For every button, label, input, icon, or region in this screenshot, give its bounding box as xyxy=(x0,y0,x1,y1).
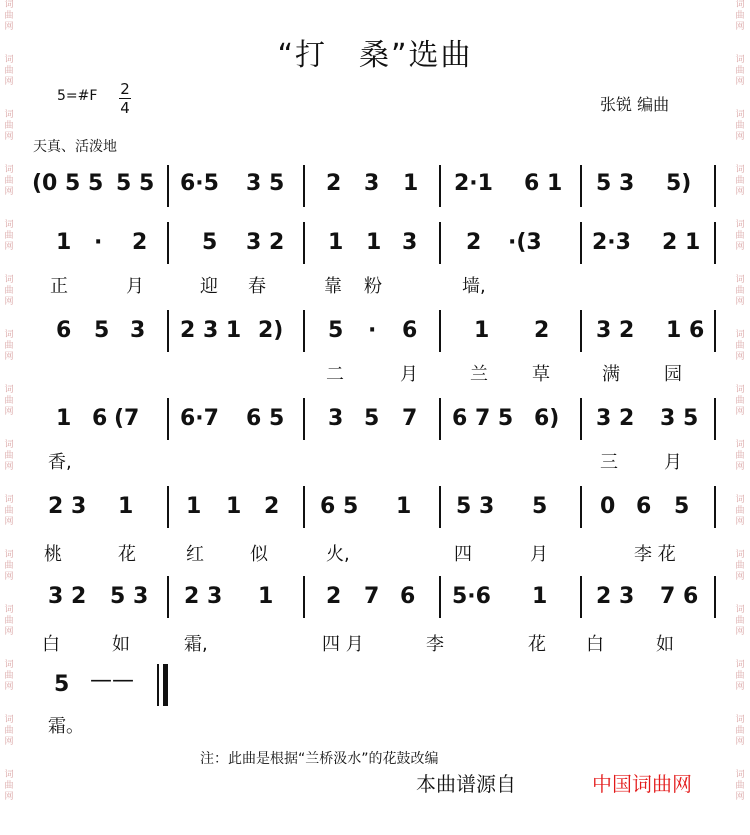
note-group: 2·3 xyxy=(592,230,631,255)
watermark-glyph: 网 xyxy=(4,77,14,87)
lyric: 兰 xyxy=(470,364,488,385)
watermark-glyph: 词 xyxy=(735,770,745,780)
watermark-glyph: 网 xyxy=(4,792,14,802)
note-group: 1 xyxy=(396,494,412,519)
watermark-glyph: 曲 xyxy=(735,671,745,681)
watermark-glyph: 网 xyxy=(735,627,745,637)
note-group: 5 5 xyxy=(116,171,155,196)
tempo-marking: 天真、活泼地 xyxy=(33,139,117,155)
note-group: 1 xyxy=(258,584,274,609)
note-group: 3 xyxy=(328,406,344,431)
lyric: 火, xyxy=(326,544,350,565)
note-group: 2 xyxy=(326,171,342,196)
note-group: 5 xyxy=(674,494,690,519)
watermark-glyph: 网 xyxy=(735,352,745,362)
score-row-7 xyxy=(30,664,720,744)
note-group: 3 xyxy=(130,318,146,343)
note-group: 1 xyxy=(226,494,242,519)
note-group: 6 7 5 xyxy=(452,406,514,431)
watermark-glyph: 网 xyxy=(4,462,14,472)
lyric: 满 xyxy=(602,364,620,385)
watermark-glyph: 曲 xyxy=(735,341,745,351)
lyric: 李 xyxy=(426,634,444,655)
note-group: 1 xyxy=(474,318,490,343)
note-group: 3 2 xyxy=(48,584,87,609)
watermark-glyph: 网 xyxy=(4,242,14,252)
note-group: · xyxy=(368,318,377,343)
watermark-glyph: 网 xyxy=(4,407,14,417)
watermark-glyph: 曲 xyxy=(735,781,745,791)
note-group: 5 xyxy=(328,318,344,343)
note-group: 3 xyxy=(364,171,380,196)
lyric: 香, xyxy=(48,452,72,473)
watermark-glyph: 曲 xyxy=(4,121,14,131)
lyric: 二 xyxy=(326,364,344,385)
meter-top: 2 xyxy=(120,80,130,98)
score-row-2 xyxy=(30,222,720,302)
watermark-glyph: 曲 xyxy=(4,11,14,21)
watermark-glyph: 网 xyxy=(4,627,14,637)
watermark-glyph: 曲 xyxy=(4,176,14,186)
watermark-glyph: 网 xyxy=(735,297,745,307)
watermark-glyph: 曲 xyxy=(735,506,745,516)
note-group: 2 3 1 xyxy=(180,318,242,343)
note-group: 3 2 xyxy=(596,406,635,431)
note-group: 6 xyxy=(400,584,416,609)
note-group: 3 5 xyxy=(660,406,699,431)
note-group: 6 xyxy=(636,494,652,519)
lyric: 草 xyxy=(532,364,550,385)
watermark-glyph: 词 xyxy=(735,220,745,230)
watermark-glyph: 曲 xyxy=(735,561,745,571)
watermark-glyph: 网 xyxy=(4,187,14,197)
note-group: 5 xyxy=(54,672,70,697)
watermark-glyph: 词 xyxy=(735,110,745,120)
watermark-glyph: 网 xyxy=(4,352,14,362)
watermark-glyph: 曲 xyxy=(735,121,745,131)
watermark-glyph: 词 xyxy=(735,440,745,450)
note-group: 2 3 xyxy=(184,584,223,609)
note-group: 6) xyxy=(534,406,560,431)
footnote: 注：此曲是根据“兰桥汲水”的花鼓改编 xyxy=(200,751,439,767)
lyric: 园 xyxy=(664,364,682,385)
note-group: 5 xyxy=(532,494,548,519)
key-signature: 5=#F xyxy=(57,88,98,104)
lyric: 墙, xyxy=(462,276,486,297)
note-group: 2·1 xyxy=(454,171,493,196)
note-group: 6·7 xyxy=(180,406,219,431)
watermark-glyph: 网 xyxy=(735,792,745,802)
watermark-glyph: 网 xyxy=(735,462,745,472)
watermark-glyph: 曲 xyxy=(4,561,14,571)
lyric: 春 xyxy=(248,276,266,297)
watermark-glyph: 曲 xyxy=(4,616,14,626)
note-group: 2 xyxy=(534,318,550,343)
lyric: 花 xyxy=(528,634,546,655)
lyric: 正 xyxy=(50,276,68,297)
watermark-glyph: 曲 xyxy=(4,341,14,351)
watermark-glyph: 网 xyxy=(735,77,745,87)
song-title: “打 桑”选曲 xyxy=(277,38,473,73)
watermark-glyph: 曲 xyxy=(4,726,14,736)
lyric: 白 xyxy=(586,634,604,655)
note-group: 6 1 xyxy=(524,171,563,196)
note-group: 5 3 xyxy=(456,494,495,519)
note-group: 2 xyxy=(132,230,148,255)
note-group: 1 xyxy=(366,230,382,255)
watermark-glyph: 曲 xyxy=(4,506,14,516)
watermark-glyph: 曲 xyxy=(735,396,745,406)
score-row-5 xyxy=(30,486,720,566)
lyric: 四 xyxy=(454,544,472,565)
watermark-glyph: 网 xyxy=(4,572,14,582)
note-group: 3 5 xyxy=(246,171,285,196)
note-group: 5 xyxy=(202,230,218,255)
watermark-glyph: 曲 xyxy=(4,231,14,241)
lyric: 月 xyxy=(530,544,548,565)
note-group: 5·6 xyxy=(452,584,491,609)
watermark-glyph: 词 xyxy=(4,495,14,505)
watermark-glyph: 曲 xyxy=(735,176,745,186)
note-group: 1 xyxy=(328,230,344,255)
watermark-glyph: 网 xyxy=(735,572,745,582)
lyric: 靠 xyxy=(324,276,342,297)
watermark-glyph: 词 xyxy=(4,220,14,230)
watermark-glyph: 词 xyxy=(735,165,745,175)
note-group: 0 xyxy=(600,494,616,519)
watermark-glyph: 曲 xyxy=(4,451,14,461)
lyric: 李 花 xyxy=(634,544,676,565)
watermark-glyph: 网 xyxy=(4,22,14,32)
watermark-glyph: 网 xyxy=(735,132,745,142)
watermark-glyph: 曲 xyxy=(4,781,14,791)
note-group: 2 3 xyxy=(596,584,635,609)
lyric: 霜, xyxy=(184,634,208,655)
note-group: 6 5 xyxy=(246,406,285,431)
note-group: 5 3 xyxy=(596,171,635,196)
watermark-glyph: 词 xyxy=(4,550,14,560)
watermark-glyph: 曲 xyxy=(4,66,14,76)
watermark-glyph: 网 xyxy=(4,682,14,692)
lyric: 如 xyxy=(112,634,130,655)
watermark-glyph: 词 xyxy=(735,0,745,10)
note-group: —— xyxy=(90,668,134,693)
lyric: 如 xyxy=(656,634,674,655)
lyric: 三 xyxy=(600,452,618,473)
composer: 张锐 编曲 xyxy=(600,95,670,114)
note-group: 6·5 xyxy=(180,171,219,196)
watermark-glyph: 网 xyxy=(735,22,745,32)
lyric: 月 xyxy=(664,452,682,473)
note-group: 7 xyxy=(402,406,418,431)
note-group: 3 xyxy=(402,230,418,255)
note-group: 5 xyxy=(94,318,110,343)
watermark-glyph: 词 xyxy=(4,55,14,65)
note-group: 1 xyxy=(186,494,202,519)
note-group: 7 xyxy=(364,584,380,609)
watermark-glyph: 曲 xyxy=(735,11,745,21)
watermark-glyph: 网 xyxy=(735,242,745,252)
watermark-glyph: 网 xyxy=(4,517,14,527)
watermark-glyph: 网 xyxy=(735,407,745,417)
watermark-glyph: 词 xyxy=(735,660,745,670)
note-group: 2 xyxy=(466,230,482,255)
note-group: (7 xyxy=(114,406,140,431)
lyric: 桃 xyxy=(44,544,62,565)
watermark-glyph: 词 xyxy=(735,385,745,395)
watermark-glyph: 词 xyxy=(735,55,745,65)
watermark-glyph: 曲 xyxy=(4,286,14,296)
watermark-glyph: 词 xyxy=(735,330,745,340)
lyric: 霜。 xyxy=(48,716,84,737)
lyric: 白 xyxy=(42,634,60,655)
final-barline-thick xyxy=(163,664,168,706)
lyric: 迎 xyxy=(200,276,218,297)
note-group: 6 5 xyxy=(320,494,359,519)
watermark-glyph: 词 xyxy=(735,275,745,285)
note-group: 6 xyxy=(402,318,418,343)
note-group: · xyxy=(94,230,103,255)
score-row-3 xyxy=(30,310,720,390)
lyric: 月 xyxy=(400,364,418,385)
watermark-glyph: 词 xyxy=(4,0,14,10)
note-group: 1 xyxy=(532,584,548,609)
note-group: 7 6 xyxy=(660,584,699,609)
watermark-glyph: 网 xyxy=(735,187,745,197)
note-group: 2 xyxy=(264,494,280,519)
score-row-4 xyxy=(30,398,720,478)
lyric: 月 xyxy=(126,276,144,297)
watermark-glyph: 词 xyxy=(4,385,14,395)
watermark-glyph: 网 xyxy=(4,132,14,142)
note-group: 6 xyxy=(92,406,108,431)
note-group: 3 2 xyxy=(246,230,285,255)
watermark-glyph: 词 xyxy=(735,605,745,615)
note-group: 6 xyxy=(56,318,72,343)
watermark-glyph: 曲 xyxy=(735,286,745,296)
watermark-glyph: 词 xyxy=(4,715,14,725)
meter-bottom: 4 xyxy=(120,99,130,117)
note-group: (0 5 5 xyxy=(32,171,104,196)
watermark-glyph: 词 xyxy=(4,440,14,450)
watermark-glyph: 网 xyxy=(4,297,14,307)
watermark-glyph: 词 xyxy=(735,715,745,725)
note-group: 1 6 xyxy=(666,318,705,343)
lyric: 四 月 xyxy=(322,634,364,655)
watermark-right xyxy=(733,0,747,825)
time-signature xyxy=(119,80,131,117)
source-label: 本曲谱源自 xyxy=(416,772,516,796)
watermark-glyph: 曲 xyxy=(735,451,745,461)
note-group: 2) xyxy=(258,318,284,343)
watermark-glyph: 词 xyxy=(735,495,745,505)
watermark-glyph: 网 xyxy=(735,517,745,527)
lyric: 粉 xyxy=(364,276,382,297)
watermark-glyph: 网 xyxy=(4,737,14,747)
note-group: ·(3 xyxy=(508,230,542,255)
note-group: 1 xyxy=(118,494,134,519)
watermark-glyph: 网 xyxy=(735,682,745,692)
note-group: 5) xyxy=(666,171,692,196)
watermark-glyph: 网 xyxy=(735,737,745,747)
watermark-glyph: 词 xyxy=(4,165,14,175)
watermark-glyph: 曲 xyxy=(735,231,745,241)
watermark-glyph: 曲 xyxy=(735,726,745,736)
lyric: 花 xyxy=(118,544,136,565)
note-group: 5 3 xyxy=(110,584,149,609)
watermark-glyph: 词 xyxy=(4,275,14,285)
watermark-glyph: 词 xyxy=(4,660,14,670)
note-group: 1 xyxy=(56,406,72,431)
watermark-glyph: 词 xyxy=(4,110,14,120)
lyric: 似 xyxy=(250,544,268,565)
note-group: 1 xyxy=(403,171,419,196)
watermark-left xyxy=(2,0,16,825)
note-group: 3 2 xyxy=(596,318,635,343)
watermark-glyph: 曲 xyxy=(4,396,14,406)
source-site-link[interactable]: 中国词曲网 xyxy=(592,772,692,796)
score-row-1 xyxy=(30,165,720,215)
note-group: 5 xyxy=(364,406,380,431)
watermark-glyph: 词 xyxy=(4,770,14,780)
watermark-glyph: 词 xyxy=(735,550,745,560)
watermark-glyph: 曲 xyxy=(735,616,745,626)
watermark-glyph: 词 xyxy=(4,605,14,615)
lyric: 红 xyxy=(186,544,204,565)
watermark-glyph: 词 xyxy=(4,330,14,340)
note-group: 2 3 xyxy=(48,494,87,519)
note-group: 2 1 xyxy=(662,230,701,255)
final-barline-thin xyxy=(157,664,159,706)
watermark-glyph: 曲 xyxy=(735,66,745,76)
score-row-6 xyxy=(30,576,720,656)
note-group: 2 xyxy=(326,584,342,609)
watermark-glyph: 曲 xyxy=(4,671,14,681)
note-group: 1 xyxy=(56,230,72,255)
